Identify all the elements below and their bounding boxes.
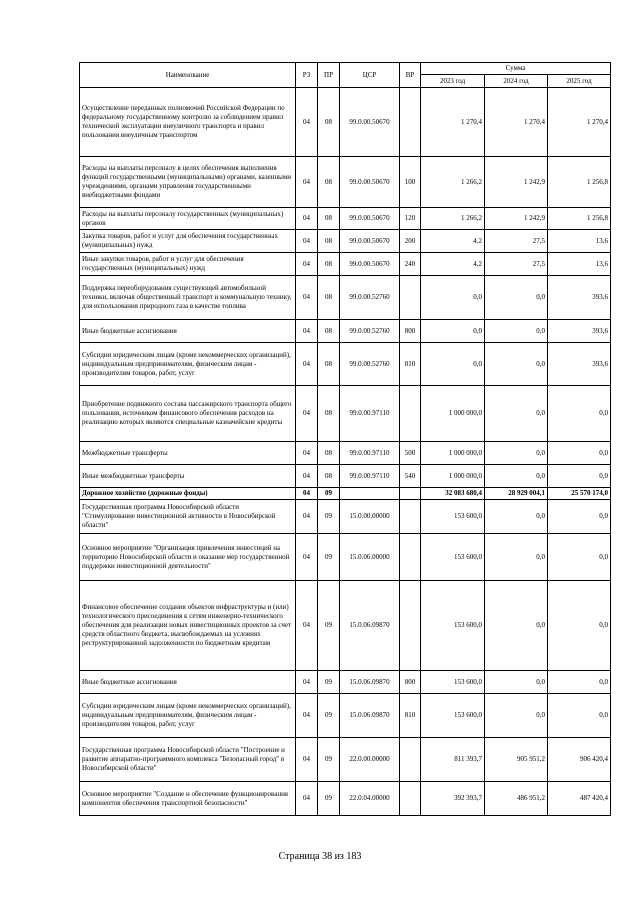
- row-amount-2023: 392 393,7: [421, 782, 485, 816]
- row-rz: 04: [296, 581, 318, 671]
- table-row: [80, 465, 611, 488]
- row-amount-2023: 153 600,0: [421, 581, 485, 671]
- row-rz: 04: [296, 343, 318, 386]
- table-row: [80, 230, 611, 253]
- row-vr: 800: [400, 671, 421, 694]
- row-amount-2024: 0,0: [485, 442, 548, 465]
- table-row: [80, 276, 611, 320]
- header-sum: Сумма: [421, 63, 611, 75]
- row-name: Дорожное хозяйство (дорожные фонды): [80, 488, 296, 500]
- row-pr: 09: [318, 782, 340, 816]
- budget-table: [79, 62, 611, 816]
- table-row: [80, 500, 611, 534]
- row-amount-2023: 1 000 000,0: [421, 386, 485, 442]
- row-vr: [400, 276, 421, 320]
- row-csr: 15.0.06.00000: [340, 534, 400, 581]
- header-year-2025: 2025 год: [548, 75, 611, 88]
- row-rz: 04: [296, 208, 318, 230]
- table-row: [80, 157, 611, 208]
- row-csr: 99.0.00.50670: [340, 253, 400, 276]
- header-year-2024: 2024 год: [485, 75, 548, 88]
- row-pr: 09: [318, 671, 340, 694]
- header-pr: ПР: [318, 63, 340, 88]
- row-amount-2025: 0,0: [548, 534, 611, 581]
- row-csr: 99.0.00.50670: [340, 88, 400, 157]
- row-vr: 240: [400, 253, 421, 276]
- row-name: Субсидии юридическим лицам (кроме некоммерческих организаций), индивидуальным предпринимателям, физическим лицам - производителям товаров, работ, услуг: [80, 694, 296, 738]
- row-amount-2025: 906 420,4: [548, 738, 611, 782]
- row-vr: 540: [400, 465, 421, 488]
- row-name: Расходы на выплаты персоналу государственных (муниципальных) органов: [80, 208, 296, 230]
- row-name: Финансовое обеспечение создания объектов инфраструктуры и (или) технологического присоединения к сетям инженерно-технического обеспечения для реализации новых инвестиционных проектов за счет средств областного бюджета, высвобождаемых на условиях реструктурированной задолженности по бюджетным кредитам: [80, 581, 296, 671]
- row-amount-2024: 28 929 004,1: [485, 488, 548, 500]
- row-rz: 04: [296, 488, 318, 500]
- row-name: Иные закупки товаров, работ и услуг для обеспечения государственных (муниципальных) нужд: [80, 253, 296, 276]
- row-amount-2025: 25 570 174,0: [548, 488, 611, 500]
- row-name: Основное мероприятие "Организация привлечения инвестиций на территорию Новосибирской области и оказание мер государственной поддержки инвестиционной деятельности": [80, 534, 296, 581]
- row-name: Приобретение подвижного состава пассажирского транспорта общего пользования, источником финансового обеспечения расходов на реализацию которых являются специальные казначейские кредиты: [80, 386, 296, 442]
- row-amount-2024: 486 951,2: [485, 782, 548, 816]
- row-rz: 04: [296, 671, 318, 694]
- row-amount-2024: 27,5: [485, 230, 548, 253]
- row-amount-2025: 0,0: [548, 671, 611, 694]
- row-amount-2025: 0,0: [548, 442, 611, 465]
- row-csr: 99.0.00.97110: [340, 442, 400, 465]
- row-vr: [400, 500, 421, 534]
- row-amount-2023: 4,2: [421, 230, 485, 253]
- table-header: [80, 63, 611, 88]
- row-amount-2023: 1 000 000,0: [421, 442, 485, 465]
- row-name: Иные бюджетные ассигнования: [80, 320, 296, 343]
- table-row: [80, 488, 611, 500]
- row-pr: 09: [318, 694, 340, 738]
- header-vr: ВР: [400, 63, 421, 88]
- row-vr: [400, 782, 421, 816]
- header-year-2023: 2023 год: [421, 75, 485, 88]
- row-amount-2023: 1 270,4: [421, 88, 485, 157]
- row-amount-2025: 0,0: [548, 386, 611, 442]
- row-amount-2024: 0,0: [485, 581, 548, 671]
- row-vr: 200: [400, 230, 421, 253]
- row-csr: 15.0.06.09870: [340, 581, 400, 671]
- row-pr: 08: [318, 230, 340, 253]
- row-rz: 04: [296, 88, 318, 157]
- row-csr: 99.0.00.50670: [340, 230, 400, 253]
- row-amount-2025: 1 256,8: [548, 157, 611, 208]
- row-amount-2025: 393,6: [548, 320, 611, 343]
- row-amount-2025: 487 420,4: [548, 782, 611, 816]
- row-amount-2023: 1 000 000,0: [421, 465, 485, 488]
- row-amount-2024: 27,5: [485, 253, 548, 276]
- row-name: Субсидии юридическим лицам (кроме некоммерческих организаций), индивидуальным предпринимателям, физическим лицам - производителям товаров, работ, услуг: [80, 343, 296, 386]
- row-pr: 08: [318, 208, 340, 230]
- row-pr: 08: [318, 442, 340, 465]
- row-csr: 99.0.00.52760: [340, 320, 400, 343]
- row-csr: 22.0.04.00000: [340, 782, 400, 816]
- row-rz: 04: [296, 253, 318, 276]
- row-csr: 22.0.00.00000: [340, 738, 400, 782]
- row-vr: [400, 738, 421, 782]
- row-vr: [400, 488, 421, 500]
- row-amount-2025: 1 270,4: [548, 88, 611, 157]
- table-row: [80, 782, 611, 816]
- row-amount-2023: 1 266,2: [421, 157, 485, 208]
- table-row: [80, 694, 611, 738]
- row-amount-2025: 0,0: [548, 500, 611, 534]
- row-vr: 100: [400, 157, 421, 208]
- row-pr: 08: [318, 320, 340, 343]
- row-amount-2024: 0,0: [485, 320, 548, 343]
- table-row: [80, 253, 611, 276]
- header-name: Наименование: [80, 63, 296, 88]
- page-number: Страница 38 из 183: [278, 851, 362, 862]
- table-row: [80, 738, 611, 782]
- row-vr: [400, 581, 421, 671]
- row-pr: 08: [318, 253, 340, 276]
- header-rz: РЗ: [296, 63, 318, 88]
- row-name: Межбюджетные трансферты: [80, 442, 296, 465]
- row-csr: 99.0.00.97110: [340, 386, 400, 442]
- row-csr: 15.0.06.09870: [340, 671, 400, 694]
- row-vr: 810: [400, 343, 421, 386]
- row-rz: 04: [296, 230, 318, 253]
- row-amount-2024: 1 242,9: [485, 208, 548, 230]
- row-csr: 15.0.00.00000: [340, 500, 400, 534]
- row-pr: 09: [318, 738, 340, 782]
- row-rz: 04: [296, 442, 318, 465]
- row-pr: 09: [318, 500, 340, 534]
- row-rz: 04: [296, 276, 318, 320]
- table-row: [80, 671, 611, 694]
- row-name: Иные межбюджетные трансферты: [80, 465, 296, 488]
- row-name: Государственная программа Новосибирской области "Стимулирование инвестиционной активности в Новосибирской области": [80, 500, 296, 534]
- row-pr: 09: [318, 488, 340, 500]
- row-name: Основное мероприятие "Создание и обеспечение функционирования компонентов обеспечения транспортной безопасности": [80, 782, 296, 816]
- row-rz: 04: [296, 157, 318, 208]
- row-pr: 08: [318, 343, 340, 386]
- row-amount-2023: 153 600,0: [421, 671, 485, 694]
- row-pr: 08: [318, 88, 340, 157]
- row-vr: 810: [400, 694, 421, 738]
- row-rz: 04: [296, 386, 318, 442]
- row-csr: [340, 488, 400, 500]
- row-name: Расходы на выплаты персоналу в целях обеспечения выполнения функций государственными (муниципальными) органами, казенными учреждениями, органами управления государственными внебюджетными фондами: [80, 157, 296, 208]
- row-csr: 15.0.06.09870: [340, 694, 400, 738]
- row-rz: 04: [296, 782, 318, 816]
- row-csr: 99.0.00.50670: [340, 208, 400, 230]
- row-vr: [400, 534, 421, 581]
- row-csr: 99.0.00.50670: [340, 157, 400, 208]
- row-amount-2025: 393,6: [548, 276, 611, 320]
- table-row: [80, 320, 611, 343]
- row-amount-2024: 1 242,9: [485, 157, 548, 208]
- row-vr: [400, 88, 421, 157]
- row-amount-2024: 905 951,2: [485, 738, 548, 782]
- row-csr: 99.0.00.52760: [340, 276, 400, 320]
- row-rz: 04: [296, 500, 318, 534]
- row-pr: 08: [318, 276, 340, 320]
- table-row: [80, 534, 611, 581]
- row-amount-2023: 153 600,0: [421, 534, 485, 581]
- row-amount-2025: 13,6: [548, 230, 611, 253]
- row-vr: 120: [400, 208, 421, 230]
- row-pr: 09: [318, 534, 340, 581]
- row-pr: 08: [318, 386, 340, 442]
- row-amount-2024: 0,0: [485, 465, 548, 488]
- row-name: Иные бюджетные ассигнования: [80, 671, 296, 694]
- row-amount-2025: 0,0: [548, 581, 611, 671]
- row-amount-2023: 153 600,0: [421, 694, 485, 738]
- table-row: [80, 208, 611, 230]
- row-amount-2023: 153 600,0: [421, 500, 485, 534]
- header-csr: ЦСР: [340, 63, 400, 88]
- table-row: [80, 442, 611, 465]
- row-name: Закупка товаров, работ и услуг для обеспечения государственных (муниципальных) нужд: [80, 230, 296, 253]
- table-row: [80, 88, 611, 157]
- row-name: Государственная программа Новосибирской области "Построение и развитие аппаратно-программного комплекса "Безопасный город" в Новосибирской области": [80, 738, 296, 782]
- row-amount-2024: 1 270,4: [485, 88, 548, 157]
- row-amount-2024: 0,0: [485, 534, 548, 581]
- row-amount-2024: 0,0: [485, 386, 548, 442]
- row-amount-2024: 0,0: [485, 694, 548, 738]
- row-amount-2024: 0,0: [485, 276, 548, 320]
- row-pr: 08: [318, 465, 340, 488]
- table-row: [80, 343, 611, 386]
- row-rz: 04: [296, 534, 318, 581]
- row-rz: 04: [296, 320, 318, 343]
- row-amount-2023: 0,0: [421, 276, 485, 320]
- row-amount-2025: 393,6: [548, 343, 611, 386]
- row-amount-2023: 0,0: [421, 343, 485, 386]
- row-name: Осуществление переданных полномочий Российской Федерации по федеральному государственному контролю за соблюдением правил технической эксплуатации внеуличного транспорта и правил пользования внеуличным транспортом: [80, 88, 296, 157]
- row-amount-2023: 811 393,7: [421, 738, 485, 782]
- row-rz: 04: [296, 465, 318, 488]
- row-amount-2024: 0,0: [485, 343, 548, 386]
- row-amount-2024: 0,0: [485, 671, 548, 694]
- row-amount-2023: 0,0: [421, 320, 485, 343]
- row-csr: 99.0.00.52760: [340, 343, 400, 386]
- row-pr: 08: [318, 157, 340, 208]
- row-rz: 04: [296, 694, 318, 738]
- row-rz: 04: [296, 738, 318, 782]
- row-vr: [400, 386, 421, 442]
- row-amount-2023: 1 266,2: [421, 208, 485, 230]
- row-amount-2025: 0,0: [548, 694, 611, 738]
- row-pr: 09: [318, 581, 340, 671]
- row-amount-2024: 0,0: [485, 500, 548, 534]
- row-vr: 800: [400, 320, 421, 343]
- row-amount-2023: 32 083 680,4: [421, 488, 485, 500]
- row-csr: 99.0.00.97110: [340, 465, 400, 488]
- row-amount-2025: 13,6: [548, 253, 611, 276]
- row-amount-2025: 1 256,8: [548, 208, 611, 230]
- table-row: [80, 386, 611, 442]
- row-amount-2023: 4,2: [421, 253, 485, 276]
- table-row: [80, 581, 611, 671]
- row-name: Поддержка переоборудования существующей автомобильной техники, включая общественный транспорт и коммунальную технику, для использования природного газа в качестве топлива: [80, 276, 296, 320]
- row-vr: 500: [400, 442, 421, 465]
- table-body: [80, 88, 611, 816]
- row-amount-2025: 0,0: [548, 465, 611, 488]
